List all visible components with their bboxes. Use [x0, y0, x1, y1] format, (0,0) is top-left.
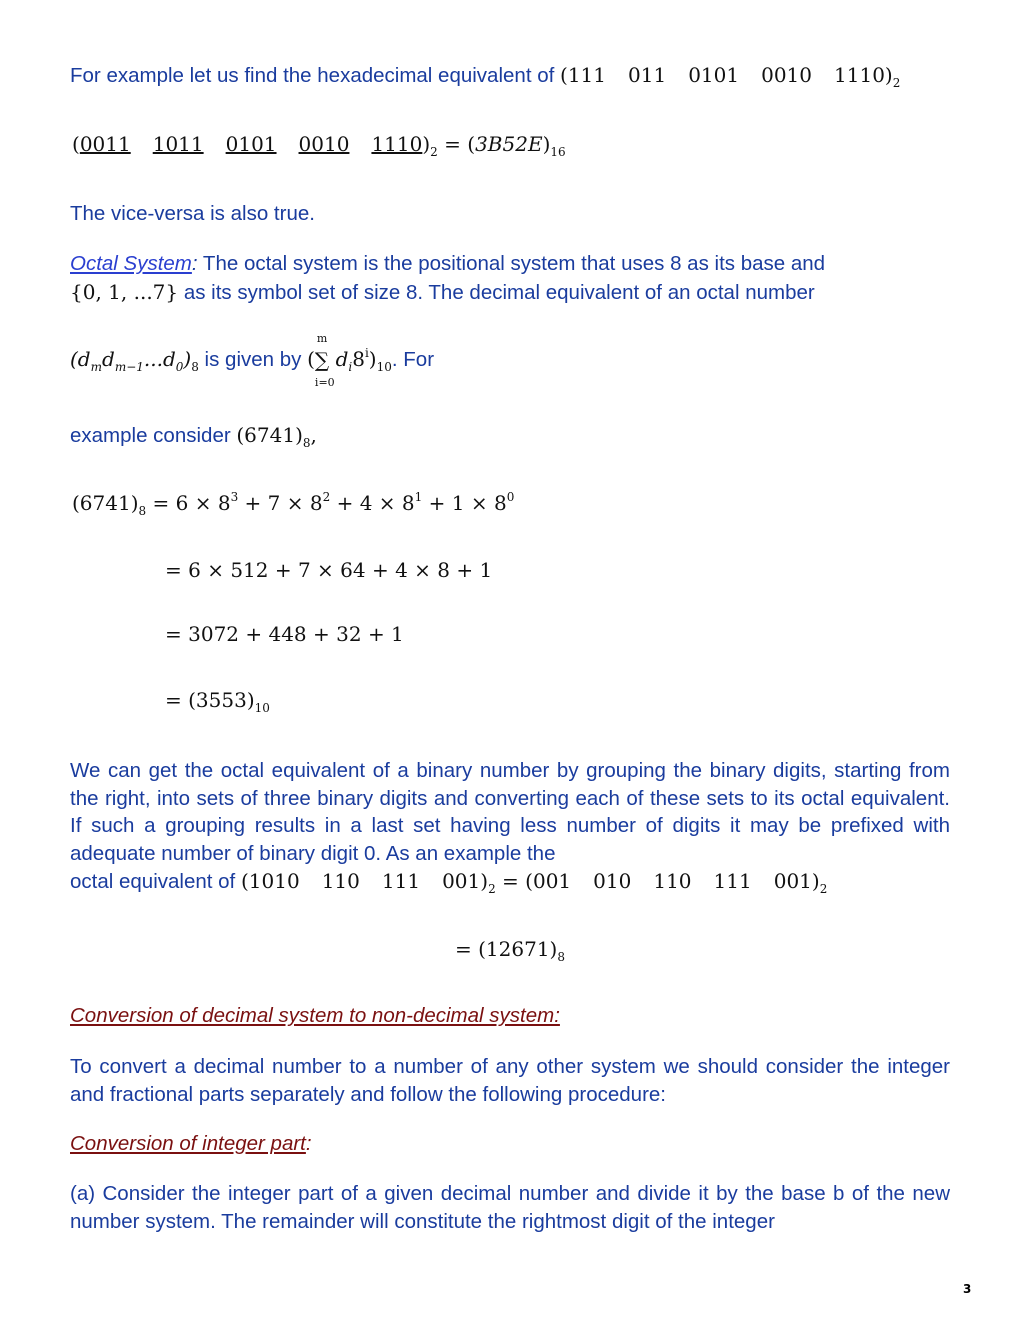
- binary-to-octal-paragraph: We can get the octal equivalent of a binary number by grouping the binary digits, starting from the right, into sets of three binary digits and converting each of these sets to its octal equivalent. If such a grouping results in a last set having less number of digits it may be prefixed with adequate number of binary digit 0. As an example the: [70, 759, 950, 865]
- vice-versa-text: The vice-versa is also true.: [70, 202, 315, 225]
- integer-part-heading: Conversion of integer part: [70, 1132, 306, 1155]
- hex-binary-number: (111 011 0101 0010 $1110)_2$: [560, 63, 901, 90]
- octal-step-2: = 3072 + 448 + 32 + 1: [165, 622, 404, 646]
- conversion-heading: Conversion of decimal system to non-decimal system:: [70, 1004, 560, 1027]
- octal-formula-line: $(d_md_{m-1}...d_0)_8$ is given by ( m ∑ i=0 $d_i8^i)_{10}$. For: [70, 331, 435, 390]
- page-number: 3: [963, 1282, 972, 1296]
- example-consider-line: example consider $(6741)_8$,: [70, 423, 317, 450]
- hex-example-intro: [70, 62, 950, 98]
- sum-formula: ( m ∑ i=0 $d_i8^i)_{10}$: [307, 331, 392, 390]
- octal-definition: Octal System: The octal system is the positional system that uses 8 as its base and {0, 1, ...7} as its symbol set of size 8. The decimal equivalent of an octal number: [70, 252, 826, 304]
- octal-result: = $(12671)_8$: [455, 937, 565, 964]
- octal-step-1: = 6 × 512 + 7 × 64 + 4 × 8 + 1: [165, 558, 493, 582]
- octal-number-form: $(d_md_{m-1}...d_0)_8$: [70, 347, 199, 374]
- octal-expansion: $(6741)_8 = 6 \times 8^3 + 7 \times 8^2 + 4 \times 8^1 + 1 \times 8^0$: [72, 490, 515, 518]
- hex-intro-text: For example let us find the hexadecimal equivalent of: [70, 64, 555, 87]
- hex-grouped-equation: (0011 1011 0101 0010 $1110)_2 = (3B52E)_{16}$: [72, 132, 566, 159]
- binary-to-octal-example: octal equivalent of (1010 110 111 $001)_2 = (001$ 010 110 111 $001)_2$: [70, 869, 828, 896]
- step-a-text: (a) Consider the integer part of a given decimal number and divide it by the base b of the new number system. The remainder will constitute the rightmost digit of the integer: [70, 1182, 950, 1233]
- octal-step-3: = $(3553)_{10}$: [165, 688, 270, 715]
- integer-part-heading-line: Conversion of integer part:: [70, 1132, 312, 1155]
- octal-system-term: Octal System: [70, 252, 192, 275]
- symbol-set: {0, 1, ...7}: [70, 280, 179, 304]
- conversion-intro: To convert a decimal number to a number of any other system we should consider the integer and fractional parts separately and follow the following procedure:: [70, 1055, 950, 1106]
